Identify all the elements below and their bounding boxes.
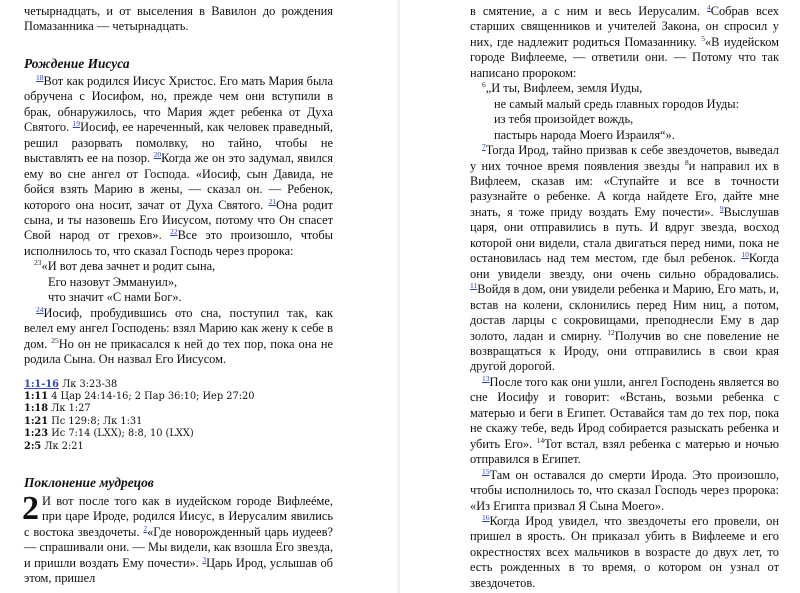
verse-number: 6	[482, 80, 486, 90]
verse-number-link[interactable]: 24	[36, 304, 44, 314]
verse-text: Иосиф, пробудившись ото сна, поступил так, как велел ему ангел Господень: взял Марию как жену к себе в дом.	[24, 305, 333, 351]
verse-number: 5	[701, 33, 705, 43]
poetry-line: $^6$„И ты, Вифлеем, земля Иуды,	[482, 80, 643, 96]
cross-references	[24, 379, 333, 453]
left-text-column	[24, 0, 333, 587]
poetry-line: $^{23}$«И вот дева зачнет и родит сына,	[34, 258, 216, 274]
verse-text: в смятение, а с ним и весь Иерусалим.	[470, 4, 707, 18]
verse-text: Войдя в дом, они увидели ребенка и Марию, Его мать, и, встав на колени, склонились перед Ним ниц, а потом, достав ларцы с сокровищами, преподнесли Ему в дар золото, ладан и смирну.	[470, 282, 779, 343]
verse-number-link[interactable]: 11	[470, 281, 478, 291]
verse-text: Выслушав царя, они отправились в путь. И вдруг звезда, восход которой они видели, стала двигаться перед ними, пока не остановилась над тем местом, где был ребенок.	[470, 204, 779, 266]
verse-text: Когда же он это задумал, явился ему во сне ангел от Господа. «Иосиф, сын Давида, не бойся взять Марию в жены, — сказал он. — Ребенок, которого она носит, зачат от Духа Святого.	[24, 151, 333, 212]
right-page	[400, 0, 800, 593]
verse-text: Там он оставался до смерти Ирода. Это произошло, чтобы исполнилось то, что сказал Господь через пророка: «Из Египта призвал Я Сына Моего».	[470, 467, 779, 513]
verse-text: Тогда Ирод, тайно призвав к себе звездочетов, выведал у них точное время появления звезды	[470, 143, 779, 173]
cross-reference-row[interactable]: 1:1-16 Лк 3:23-38	[24, 378, 118, 390]
verse-text: и направил их в Вифлеем, сказав им: «Ступайте и все в точности разузнайте о ребенке. А когда найдете Его, дайте мне знать, я тоже приду воздать Ему почести».	[470, 158, 780, 219]
verse-number-link[interactable]: 3	[202, 554, 207, 564]
verse-number-link[interactable]: 4	[706, 3, 711, 12]
verse-text: Когда Ирод увидел, что звездочеты его провели, он пришел в ярость. Он приказал убить в Вифлееме и его окрестностях всех мальчиков в возрасте до двух лет, то есть рожденных в то время, о котором он узнал от звездочетов.	[470, 513, 779, 590]
verse-text: Но он не прикасался к ней до тех пор, пока она не родила Сына. Он назвал Его Иисусом.	[24, 336, 333, 367]
verse-number: 8	[684, 157, 689, 167]
paragraph-verses-13-14	[470, 375, 779, 468]
verse-text: После того как они ушли, ангел Господень является во сне Иосифу и говорит: «Встань, возьми ребенка с матерью и беги в Египет. Оставайся там до тех пор, пока не скажу тебе, ведь Ирод собирается разыскать ребенка и убить Его».	[470, 374, 779, 451]
verse-number-link[interactable]: 18	[36, 72, 44, 82]
prophecy-quote-verse-23	[24, 259, 333, 305]
verse-text: Она родит сына, и ты назовешь Его Иисусом, потому что Он спасет Свой народ от грехов».	[24, 197, 333, 243]
verse-number-link[interactable]: 13	[482, 373, 490, 383]
cross-reference-row: 2:5 Лк 2:21	[24, 440, 84, 452]
intro-paragraph: четырнадцать, и от выселения в Вавилон до рождения Помазанника — четырнадцать.	[24, 4, 333, 34]
right-text-column	[470, 0, 779, 591]
cross-reference-row: 1:21 Пс 129:8; Лк 1:31	[24, 415, 143, 427]
verse-number-link[interactable]: 16	[482, 512, 490, 522]
verse-number: 14	[536, 435, 545, 445]
verse-number-link[interactable]: 22	[170, 227, 178, 237]
cross-reference-row: 1:11 4 Цар 24:14-16; 2 Пар 36:10; Иер 27:20	[24, 390, 255, 402]
paragraph-verse-16	[470, 514, 779, 591]
paragraph-verse-15	[470, 468, 779, 514]
verse-text: Тот встал, взял ребенка с матерью и ночью отправился в Египет.	[470, 436, 780, 467]
poetry-line: пастырь народа Моего Израиля“».	[494, 127, 675, 142]
chapter-number-dropcap: 2	[22, 489, 39, 527]
verse-text: Собрав всех старших священников и учителей Закона, он спросил у них, где надлежит родиться Помазаннику.	[470, 4, 779, 49]
poetry-line: не самый малый средь главных городов Иуды:	[494, 96, 740, 111]
verse-text: Получив во сне повеление не возвращаться к Ироду, они отправились в свои края другой дорогой.	[470, 328, 779, 374]
verse-number-link[interactable]: 19	[72, 119, 81, 129]
prophecy-quote-verse-6	[470, 81, 779, 143]
section-heading-birth-of-jesus: Рождение Иисуса	[24, 55, 130, 71]
verse-text: Вот как родился Иисус Христос. Его мать Мария была обручена с Иосифом, но, прежде чем они вступили в брак, обнаружилось, что Мария ждет ребенка от Духа Святого.	[24, 73, 333, 135]
cross-reference-row: 1:23 Ис 7:14 (LXX); 8:8, 10 (LXX)	[24, 428, 194, 440]
verse-number-link[interactable]: 20	[153, 150, 162, 160]
section-heading-adoration-of-magi: Поклонение мудрецов	[24, 474, 154, 490]
paragraph-chapter-2-start	[22, 489, 333, 587]
poetry-line: из тебя произойдет вождь,	[494, 112, 634, 127]
verse-text: Все это произошло, чтобы исполнилось то, что сказал Господь через пророка:	[24, 228, 333, 258]
poetry-line: Его назовут Эммануил»,	[48, 274, 178, 289]
cross-reference-row: 1:18 Лк 1:27	[24, 403, 91, 415]
verse-text: «В иудейском городе Вифлееме, — ответили они. — Потому что так написано пророком:	[470, 34, 779, 80]
verse-number: 23	[34, 258, 42, 268]
verse-number-link[interactable]: 9	[719, 203, 724, 213]
verse-number-link[interactable]: 2	[143, 523, 148, 533]
verse-text: Когда они увидели звезду, они очень сильно обрадовались.	[470, 251, 779, 281]
verse-text: Царь Ирод, услышав об этом, пришел	[24, 555, 333, 586]
verse-number-link[interactable]: 10	[741, 250, 749, 260]
verse-text: «Где новорожденный царь иудеев? — спрашивали они. — Мы видели, как взошла Его звезда, и пришли воздать Ему почести».	[24, 524, 333, 570]
verse-number-link[interactable]: 15	[482, 466, 490, 476]
verse-number-link[interactable]: 7	[482, 142, 486, 152]
paragraph-verses-7-12	[470, 143, 779, 375]
verse-text: И вот после того как в иудейском городе Вифлеéме, при царе Ироде, родился Иисус, в Иерусалим явились с востока звездочеты.	[24, 493, 333, 539]
verse-number-link[interactable]: 21	[268, 196, 277, 206]
verse-number: 12	[607, 327, 615, 337]
paragraph-verses-18-22	[24, 74, 333, 259]
verse-text: Иосиф, ее нареченный, как человек праведный, решил разорвать помолвку, но тайно, чтобы не выставлять ее на позор.	[24, 120, 334, 166]
verse-number: 25	[51, 335, 59, 345]
poetry-line: что значит «С нами Бог».	[48, 290, 182, 305]
paragraph-verses-3-5	[470, 4, 779, 81]
paragraph-verses-24-25	[24, 306, 333, 368]
